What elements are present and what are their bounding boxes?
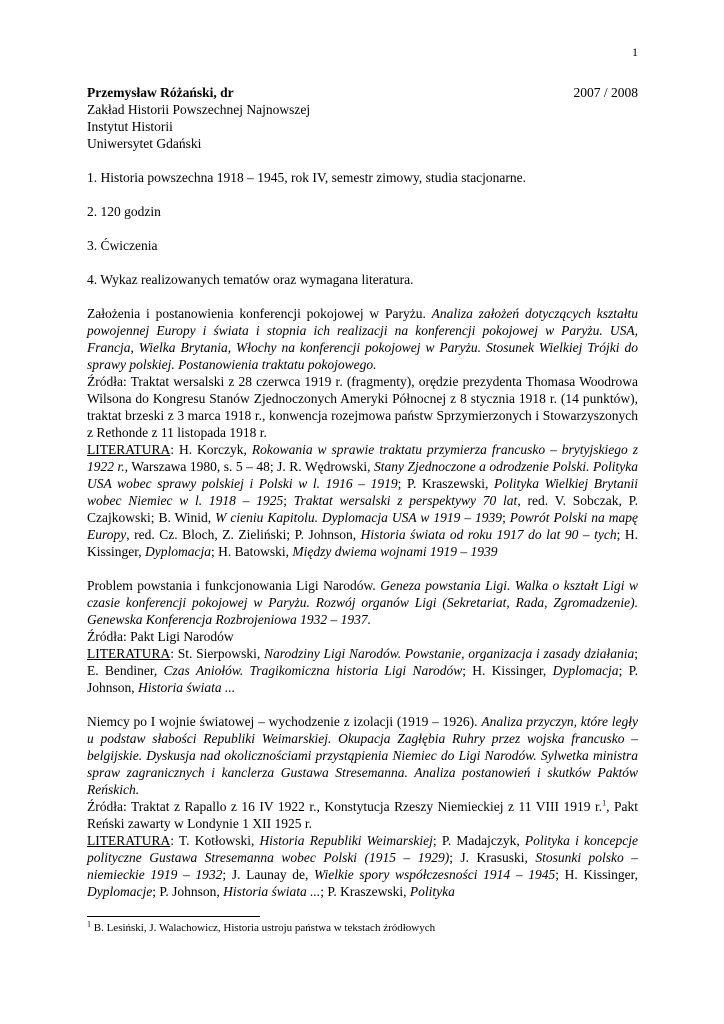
section-2-literature: LITERATURA: St. Sierpowski, Narodziny Ligi Narodów. Powstanie, organizacja i zasady działania; E. Bendiner, Czas Aniołów. Tragikomiczna historia Ligi Narodów; H. Kissinger, Dyplomacja; P. Johnson, Historia świata ... — [87, 646, 638, 695]
page-number: 1 — [632, 45, 638, 59]
footnote: $^1$ B. Lesiński, J. Walachowicz, Historia ustroju państwa w tekstach źródłowych — [87, 919, 436, 934]
section-3-literature: LITERATURA: T. Kotłowski, Historia Republiki Weimarskiej; P. Madajczyk, Polityka i koncepcje polityczne Gustawa Stresemanna wobec Polski (1915 – 1929); J. Krasuski, Stosunki polsko – niemieckie 1919 – 1932; J. Launay de, Wielkie spory współczesności 1914 – 1945; H. Kissinger, Dyplomacje; P. Johnson, Historia świata ...; P. Kraszewski, Polityka — [87, 833, 639, 899]
department: Zakład Historii Powszechnej Najnowszej — [87, 102, 311, 117]
section-3-sources: Źródła: Traktat z Rapallo z 16 IV 1922 r., Konstytucja Rzeszy Niemieckiej z 11 VIII 1919 r.$^1$, Pakt Reński zawarty w Londynie 1 XII 1925 r. — [87, 798, 638, 831]
university: Uniwersytet Gdański — [87, 136, 202, 151]
document-body — [87, 84, 638, 900]
institute: Instytut Historii — [87, 119, 173, 134]
author-name: Przemysław Różański, dr — [87, 85, 234, 100]
item-type: 3. Ćwiczenia — [87, 238, 158, 253]
item-hours: 2. 120 godzin — [87, 204, 161, 219]
section-1-topic: Założenia i postanowienia konferencji pokojowej w Paryżu. Analiza założeń dotyczących kształtu powojennej Europy i świata i stopnia ich realizacji na konferencji pokojowej w Paryżu. USA, Francja, Wielka Brytania, Włochy na konferencji pokojowej w Paryżu. Stosunek Wielkiej Trójki do sprawy polskiej. Postanowienia traktatu pokojowego. — [87, 306, 638, 372]
section-2-topic: Problem powstania i funkcjonowania Ligi Narodów. Geneza powstania Ligi. Walka o kształt Ligi w czasie konferencji pokojowej w Paryżu. Rozwój organów Ligi (Sekretariat, Rada, Zgromadzenie). Genewska Konferencja Rozbrojeniowa 1932 – 1937. — [87, 578, 638, 627]
header-line — [87, 84, 638, 101]
item-course: 1. Historia powszechna 1918 – 1945, rok IV, semestr zimowy, studia stacjonarne. — [87, 170, 527, 185]
footnote-ref: 1 — [602, 798, 607, 808]
item-topics: 4. Wykaz realizowanych tematów oraz wymagana literatura. — [87, 272, 414, 287]
section-3-topic: Niemcy po I wojnie światowej – wychodzenie z izolacji (1919 – 1926). Analiza przyczyn, które legły u podstaw słabości Republiki Weimarskiej. Okupacja Zagłębia Ruhry przez wojska francusko – belgijskie. Dyskusja nad okolicznościami przystąpienia Niemiec do Ligi Narodów. Sylwetka ministra spraw zagranicznych i kanclerza Gustawa Stresemanna. Analiza postanowień i skutków Paktów Reńskich. — [87, 714, 638, 797]
academic-year: 2007 / 2008 — [573, 85, 638, 100]
footnote-divider — [87, 916, 260, 917]
section-1-sources: Źródła: Traktat wersalski z 28 czerwca 1919 r. (fragmenty), orędzie prezydenta Thomasa Woodrowa Wilsona do Kongresu Stanów Zjednoczonych Ameryki Północnej z 8 stycznia 1918 r. (14 punktów), traktat brzeski z 3 marca 1918 r., konwencja rozejmowa państw Sprzymierzonych i Stowarzyszonych z Rethonde z 11 listopada 1918 r. — [87, 374, 638, 440]
section-2-sources: Źródła: Pakt Ligi Narodów — [87, 629, 234, 644]
section-1-literature: LITERATURA: H. Korczyk, Rokowania w sprawie traktatu przymierza francusko – brytyjskiego z 1922 r., Warszawa 1980, s. 5 – 48; J. R. Wędrowski, Stany Zjednoczone a odrodzenie Polski. Polityka USA wobec sprawy polskiej i Polski w l. 1916 – 1919; P. Kraszewski, Polityka Wielkiej Brytanii wobec Niemiec w l. 1918 – 1925; Traktat wersalski z perspektywy 70 lat, red. V. Sobczak, P. Czajkowski; B. Winid, W cieniu Kapitolu. Dyplomacja USA w 1919 – 1939; Powrót Polski na mapę Europy, red. Cz. Bloch, Z. Zieliński; P. Johnson, Historia świata od roku 1917 do lat 90 – tych; H. Kissinger, Dyplomacja; H. Batowski, Między dwiema wojnami 1919 – 1939 — [87, 442, 639, 559]
